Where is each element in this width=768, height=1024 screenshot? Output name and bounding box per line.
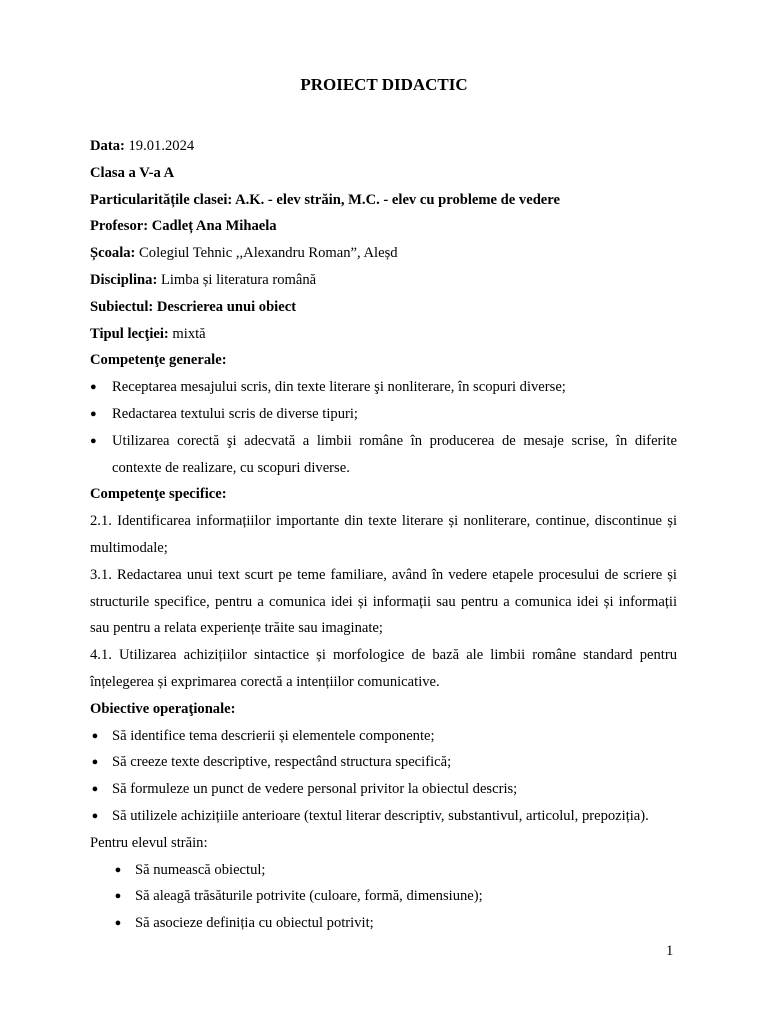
list-item-text: Utilizarea corectă şi adecvată a limbii române în producerea de mesaje scrise, în diferite contexte de realizare, cu scopuri diverse.	[112, 432, 677, 476]
list-item-text: Receptarea mesajului scris, din texte literare şi nonliterare, în scopuri diverse;	[112, 379, 566, 396]
page-number: 1	[666, 943, 674, 959]
field-tipul-value: mixtă	[168, 325, 206, 342]
list-item-text: Să utilizele achizițiile anterioare (textul literar descriptiv, substantivul, articolul, prepoziția).	[112, 807, 649, 824]
list-item	[90, 749, 677, 776]
list-item-text: Să formuleze un punct de vedere personal privitor la obiectul descris;	[112, 781, 518, 798]
elev-strain-list	[90, 857, 677, 937]
bullet-icon: ●	[90, 407, 97, 420]
bullet-icon: ●	[90, 381, 97, 394]
obiective-heading: Obiective operaţionale:	[90, 700, 236, 717]
field-subiectul: Subiectul: Descrierea unui obiect	[90, 298, 297, 315]
bullet-icon: ●	[114, 917, 122, 930]
bullet-icon: ●	[114, 890, 122, 903]
field-data-label: Data:	[90, 138, 125, 154]
field-data-value: 19.01.2024	[124, 138, 195, 154]
bullet-icon: ●	[90, 434, 97, 447]
field-data	[90, 133, 677, 160]
field-scoala-label: Școala:	[90, 245, 136, 262]
list-item-text: Să creeze texte descriptive, respectând structura specifică;	[112, 754, 452, 771]
list-item	[90, 723, 677, 750]
competenta-specifica-3-1: 3.1. Redactarea unui text scurt pe teme familiare, având în vedere etapele procesului de scriere și structurile specifice, pentru a comunica idei și informații sau pentru a comunica idei și informații sau pentru a relata experiențe trăite sau imaginate;	[90, 566, 677, 637]
list-item	[90, 803, 677, 830]
list-item	[90, 857, 677, 884]
field-disciplina	[90, 267, 677, 294]
field-particularitati: Particularitățile clasei: A.K. - elev străin, M.C. - elev cu probleme de vedere	[90, 191, 560, 208]
field-disciplina-value: Limba și literatura română	[157, 271, 317, 288]
list-item	[90, 374, 677, 401]
list-item-text: Redactarea textului scris de diverse tipuri;	[112, 405, 358, 422]
field-tipul-lectiei	[90, 321, 677, 348]
competenta-specifica-4-1: 4.1. Utilizarea achizițiilor sintactice și morfologice de bază ale limbii române standard pentru înțelegerea și exprimarea corectă a intențiilor comunicative.	[90, 647, 677, 690]
field-tipul-label: Tipul lecţiei:	[90, 325, 169, 342]
list-item	[90, 401, 677, 428]
list-item-text: Să numească obiectul;	[135, 861, 266, 878]
document-title: PROIECT DIDACTIC	[300, 75, 468, 94]
competente-specifice-heading: Competenţe specifice:	[90, 486, 227, 503]
field-scoala-value: Colegiul Tehnic ,,Alexandru Roman”, Aleșd	[135, 245, 398, 262]
list-item-text: Să asocieze definiția cu obiectul potrivit;	[135, 915, 374, 932]
list-item-text: Să identifice tema descrierii și elementele componente;	[112, 727, 435, 744]
obiective-list	[90, 723, 677, 830]
bullet-icon: ●	[91, 783, 99, 796]
competenta-specifica-2-1: 2.1. Identificarea informațiilor importante din texte literare și nonliterare, continue, discontinue și multimodale;	[90, 513, 677, 556]
bullet-icon: ●	[114, 863, 122, 876]
field-disciplina-label: Disciplina:	[90, 271, 158, 288]
list-item-text: Să aleagă trăsăturile potrivite (culoare, formă, dimensiune);	[135, 888, 483, 905]
field-profesor: Profesor: Cadleț Ana Mihaela	[90, 218, 277, 235]
list-item	[90, 910, 677, 937]
bullet-icon: ●	[91, 729, 99, 742]
elev-strain-label: Pentru elevul străin:	[90, 834, 208, 851]
document-body	[90, 133, 677, 937]
field-clasa: Clasa a V-a A	[90, 164, 175, 181]
competente-generale-heading: Competenţe generale:	[90, 352, 227, 369]
list-item	[90, 428, 677, 482]
list-item	[90, 776, 677, 803]
bullet-icon: ●	[91, 756, 99, 769]
bullet-icon: ●	[91, 809, 99, 822]
competente-generale-list	[90, 374, 677, 481]
field-scoala	[90, 240, 677, 267]
list-item	[90, 883, 677, 910]
